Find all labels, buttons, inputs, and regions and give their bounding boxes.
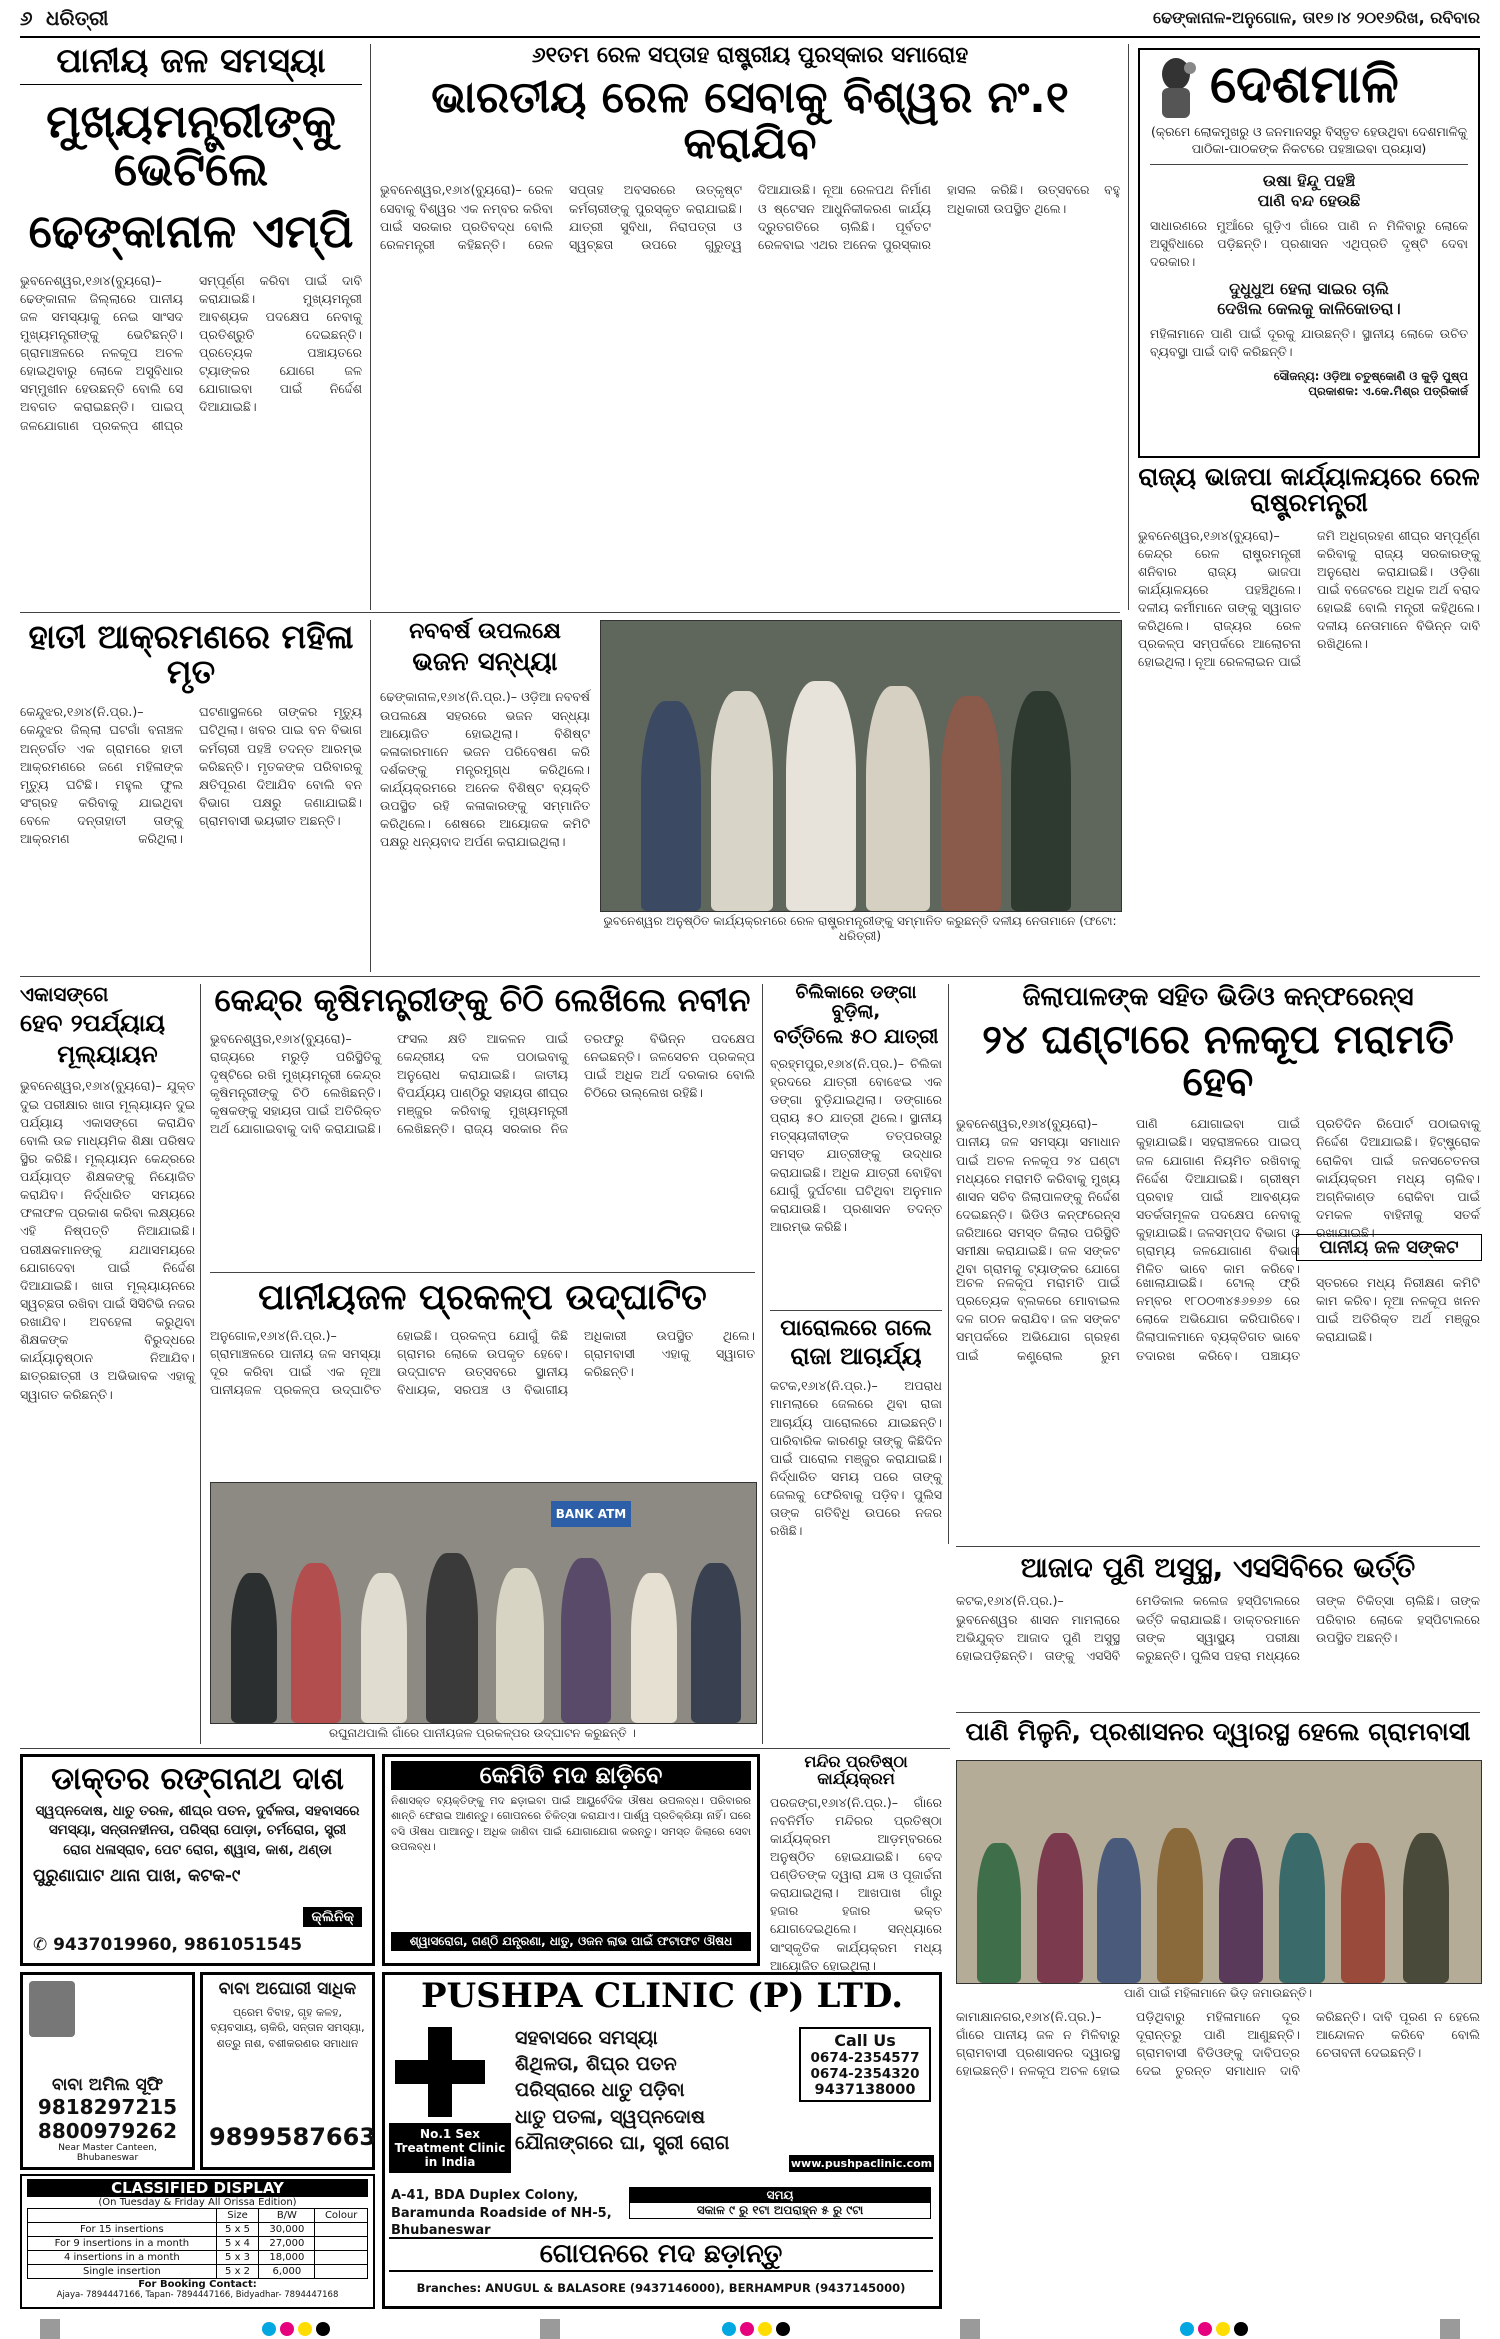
photo-person xyxy=(496,1568,544,1723)
photo-person xyxy=(691,1563,741,1723)
story-body: ବ୍ରହ୍ମପୁର,୧୬ା୪(ନି.ପ୍ର.)– ଚିଲିକା ହ୍ରଦରେ ଯାତ୍ରୀ ବୋଝେଇ ଏକ ଡଙ୍ଗା ବୁଡ଼ିଯାଇଥିଲା। ଡଙ୍ଗାରେ ପ୍ରାୟ ୫୦ ଯାତ୍ରୀ ଥିଲେ। ସ୍ଥାନୀୟ ମତ୍ସ୍ୟଜୀବୀଙ୍କ ତତ୍ପରତାରୁ ସମସ୍ତ ଯାତ୍ରୀଙ୍କୁ ଉଦ୍ଧାର କରାଯାଇଛି। ଅଧିକ ଯାତ୍ରୀ ବୋହିବା ଯୋଗୁଁ ଦୁର୍ଘଟଣା ଘଟିଥିବା ଅନୁମାନ କରାଯାଉଛି। ପ୍ରଶାସନ ତଦନ୍ତ ଆରମ୍ଭ କରିଛି। xyxy=(770,1055,942,1234)
table-cell xyxy=(315,2223,368,2237)
table-cell xyxy=(28,2209,217,2223)
deshamali-verse2: ଦୁଧୁଧୁଅ ହେଲା ସାଇର ଚାଲି ଦେଖିଲ କେଲକୁ କାଳିକୋତରା। xyxy=(1217,278,1401,318)
story-headline: ପାନୀୟଜଳ ପ୍ରକଳ୍ପ ଉଦ୍‌ଘାଟିତ xyxy=(210,1272,755,1317)
story-headline: ପାରୋଲରେ ଗଲେ xyxy=(770,1310,942,1340)
registration-dot-black xyxy=(1234,2322,1248,2336)
classified-subtitle: (On Tuesday & Friday All Orissa Edition) xyxy=(98,2197,297,2208)
story-body: ଭୁବନେଶ୍ୱର,୧୬ା୪(ବ୍ୟୁରୋ)– ପାନୀୟ ଜଳ ସମସ୍ୟା ସମାଧାନ ପାଇଁ ଅଚଳ ନଳକୂପ ୨୪ ଘଣ୍ଟା ମଧ୍ୟରେ ମରାମତି କରିବାକୁ ମୁଖ୍ୟ ଶାସନ ସଚିବ ଜିଲାପାଳଙ୍କୁ ନିର୍ଦ୍ଦେଶ ଦେଇଛନ୍ତି। ଭିଡିଓ କନ୍‌ଫରେନ୍ସ ଜରିଆରେ ସମସ୍ତ ଜିଲାର ପରିସ୍ଥିତି ସମୀକ୍ଷା କରାଯାଇଛି। ଜଳ ସଙ୍କଟ ଥିବା ଗ୍ରାମକୁ ଟ୍ୟାଙ୍କର ଯୋଗେ ପାଣି ଯୋଗାଇବା ପାଇଁ କୁହାଯାଇଛି। ସହରାଞ୍ଚଳରେ ପାଇପ୍ ଜଳ ଯୋଗାଣ ନିୟମିତ ରଖିବାକୁ ନିର୍ଦ୍ଦେଶ ଦିଆଯାଇଛି। ଗ୍ରୀଷ୍ମ ପ୍ରବାହ ପାଇଁ ଆବଶ୍ୟକ ସତର୍କତାମୂଳକ ପଦକ୍ଷେପ ନେବାକୁ କୁହାଯାଇଛି। ଜଳସମ୍ପଦ ବିଭାଗ ଓ ଗ୍ରାମ୍ୟ ଜଳଯୋଗାଣ ବିଭାଗ ମିଳିତ ଭାବେ କାମ କରିବେ। ପ୍ରତିଦିନ ରିପୋର୍ଟ ପଠାଇବାକୁ ନିର୍ଦ୍ଦେଶ ଦିଆଯାଇଛି। ହିଟ୍‌ଷ୍ଟ୍ରୋକ ରୋକିବା ପାଇଁ ଜନସଚେତନତା କାର୍ଯ୍ୟକ୍ରମ ମଧ୍ୟ ଚାଲିବ। ଅଗ୍ନିକାଣ୍ଡ ରୋକିବା ପାଇଁ ଦମକଳ ବାହିନୀକୁ ସତର୍କ ରଖାଯାଇଛି। xyxy=(956,1116,1480,1277)
table-cell: 5 x 5 xyxy=(216,2223,259,2237)
registration-dot-black xyxy=(776,2322,790,2336)
photo-person xyxy=(561,1558,611,1723)
ad-badge: No.1 Sex Treatment Clinic in India xyxy=(389,2123,511,2173)
table-row xyxy=(28,2251,368,2265)
registration-dot-cyan xyxy=(722,2322,736,2336)
photo-caption: ଭୁବନେଶ୍ୱର ଅନୁଷ୍ଠିତ କାର୍ଯ୍ୟକ୍ରମରେ ରେଳ ରାଷ୍ଟ୍ରମନ୍ତ୍ରୀଙ୍କୁ ସମ୍ମାନିତ କରୁଛନ୍ତି ଦଳୀୟ ନେତାମାନେ (ଫଟୋ: ଧରିତ୍ରୀ) xyxy=(603,914,1117,943)
ad-address: ପୁରୁଣାଘାଟ ଥାନା ପାଖ, କଟକ-୯ xyxy=(33,1866,241,1887)
photo-person xyxy=(1341,1843,1385,1983)
photo-person xyxy=(1279,1833,1325,1983)
ad-phone-number: 9437138000 xyxy=(814,2082,916,2098)
ad-phone-number: 9899587663 xyxy=(209,2123,376,2151)
ad-liquor xyxy=(382,1754,760,1966)
ad-timing-hours: ସକାଳ ୯ ରୁ ୧ଟା ଅପରାହ୍ନ ୫ ରୁ ୯ଟା xyxy=(696,2203,864,2217)
ad-service: ସହବାସରେ ସମସ୍ୟା xyxy=(515,2027,658,2049)
ad-timing xyxy=(629,2187,931,2219)
story-body: ଭୁବନେଶ୍ୱର,୧୬ା୪(ବ୍ୟୁରୋ)– ଯୁକ୍ତ ଦୁଇ ପରୀକ୍ଷାର ଖାତା ମୂଲ୍ୟାୟନ ଦୁଇ ପର୍ଯ୍ୟାୟ ଏକାସଙ୍ଗେ କରାଯିବ ବୋଲି ଉଚ୍ଚ ମାଧ୍ୟମିକ ଶିକ୍ଷା ପରିଷଦ ସ୍ଥିର କରିଛି। ମୂଲ୍ୟାୟନ କେନ୍ଦ୍ରରେ ପର୍ଯ୍ୟାପ୍ତ ଶିକ୍ଷକଙ୍କୁ ନିୟୋଜିତ କରାଯିବ। ନିର୍ଦ୍ଧାରିତ ସମୟରେ ଫଳାଫଳ ପ୍ରକାଶ କରିବା ଲକ୍ଷ୍ୟରେ ଏହି ନିଷ୍ପତ୍ତି ନିଆଯାଇଛି। ପରୀକ୍ଷକମାନଙ୍କୁ ଯଥାସମୟରେ ଯୋଗଦେବା ପାଇଁ ନିର୍ଦ୍ଦେଶ ଦିଆଯାଇଛି। ଖାତା ମୂଲ୍ୟାୟନରେ ସ୍ୱଚ୍ଛତା ରଖିବା ପାଇଁ ସିସିଟିଭି ନଜର ରଖାଯିବ। ଅବହେଳା କରୁଥିବା ଶିକ୍ଷକଙ୍କ ବିରୁଦ୍ଧରେ କାର୍ଯ୍ୟାନୁଷ୍ଠାନ ନିଆଯିବ। ଛାତ୍ରଛାତ୍ରୀ ଓ ଅଭିଭାବକ ଏହାକୁ ସ୍ୱାଗତ କରିଛନ୍ତି। xyxy=(20,1078,195,1402)
story-headline: ଭାରତୀୟ ରେଳ ସେବାକୁ ବିଶ୍ୱର ନଂ.୧ କରାଯିବ xyxy=(431,72,1069,170)
photo-person xyxy=(711,691,773,911)
print-mark xyxy=(960,2319,980,2339)
photo-village-women xyxy=(956,1760,1482,1984)
story-kicker: ଜିଲାପାଳଙ୍କ ସହିତ ଭିଡିଓ କନ୍‌ଫରେନ୍ସ xyxy=(1022,982,1414,1012)
photo-water-project xyxy=(210,1482,757,1724)
ad-phone xyxy=(33,1935,302,1955)
deshamali-body2: ମହିଳାମାନେ ପାଣି ପାଇଁ ଦୂରକୁ ଯାଉଛନ୍ତି। ସ୍ଥାନୀୟ ଲୋକେ ଉଚିତ ବ୍ୟବସ୍ଥା ପାଇଁ ଦାବି କରିଛନ୍ତି। xyxy=(1150,325,1468,360)
table-cell: 5 x 3 xyxy=(216,2251,259,2265)
story-tubewell xyxy=(956,984,1480,1544)
photo-person xyxy=(641,701,701,911)
table-row xyxy=(28,2265,368,2279)
story-headline: ପାଣି ମିଳୁନି, ପ୍ରଶାସନର ଦ୍ୱାରସ୍ଥ ହେଲେ ଗ୍ରାମବାସୀ xyxy=(956,1712,1480,1745)
story-body: କଟକ,୧୬ା୪(ନି.ପ୍ର.)– ଅପରାଧ ମାମଲାରେ ଜେଲରେ ଥିବା ରାଜା ଆଚାର୍ଯ୍ୟ ପାରୋଲରେ ଯାଇଛନ୍ତି। ପାରିବାରିକ କାରଣରୁ ତାଙ୍କୁ କିଛିଦିନ ପାଇଁ ପାରୋଲ ମଞ୍ଜୁର କରାଯାଇଛି। ନିର୍ଦ୍ଧାରିତ ସମୟ ପରେ ତାଙ୍କୁ ଜେଲକୁ ଫେରିବାକୁ ପଡ଼ିବ। ପୁଲିସ ତାଙ୍କ ଗତିବିଧି ଉପରେ ନଜର ରଖିଛି। xyxy=(770,1378,942,1539)
story-naveen-letter xyxy=(210,981,755,1274)
ad-title: ବାବା ଅଘୋରୀ ସାଧିକ xyxy=(218,1979,357,1999)
ad-service-list xyxy=(515,2025,795,2156)
photo-person xyxy=(291,1563,341,1723)
ad-clinic-label: କ୍ଲିନିକ୍ xyxy=(311,1909,354,1925)
ad-title: ଡାକ୍ତର ରଙ୍ଗନାଥ ଦାଶ xyxy=(51,1761,344,1797)
story-azad xyxy=(956,1546,1480,1706)
ad-footer: ଶ୍ୱାସରୋଗ, ଗଣ୍ଠି ଯନ୍ତ୍ରଣା, ଧାତୁ, ଓଜନ ଲାଭ ପାଇଁ ଫଟାଫଟ ଔଷଧ xyxy=(391,1932,751,1951)
photo-person xyxy=(1037,1833,1083,1983)
ad-service: ଯୌନାଙ୍ଗରେ ଘା, ସ୍ତ୍ରୀ ରୋଗ xyxy=(515,2131,730,2154)
story-evaluation xyxy=(20,984,195,1744)
deshamali-credit: ସୌଜନ୍ୟ: ଓଡ଼ିଆ ଚତୁଷ୍କୋଣି ଓ କୁଡ଼ି ପୁଷ୍ପ xyxy=(1273,369,1468,384)
story-kicker: ୬୧ତମ ରେଳ ସପ୍ତାହ ରାଷ୍ଟ୍ରୀୟ ପୁରସ୍କାର ସମାରୋହ xyxy=(531,43,969,68)
registration-dot-yellow xyxy=(298,2322,312,2336)
col-divider xyxy=(370,44,371,610)
row-rule xyxy=(20,976,1480,977)
medical-cross-icon xyxy=(395,2027,485,2117)
photo-person xyxy=(1403,1833,1449,1983)
story-temple xyxy=(770,1752,942,1973)
story-body: କାମାକ୍ଷାନଗର,୧୬ା୪(ନି.ପ୍ର.)– ଗାଁରେ ପାନୀୟ ଜଳ ନ ମିଳିବାରୁ ଗ୍ରାମବାସୀ ପ୍ରଶାସନର ଦ୍ୱାରସ୍ଥ ହୋଇଛନ୍ତି। ନଳକୂପ ଅଚଳ ହୋଇ ପଡ଼ିଥିବାରୁ ମହିଳାମାନେ ଦୂର ଦୂରାନ୍ତରୁ ପାଣି ଆଣୁଛନ୍ତି। ଗ୍ରାମବାସୀ ବିଡିଓଙ୍କୁ ଦାବିପତ୍ର ଦେଇ ତୁରନ୍ତ ସମାଧାନ ଦାବି କରିଛନ୍ତି। ଦାବି ପୂରଣ ନ ହେଲେ ଆନ୍ଦୋଳନ କରିବେ ବୋଲି ଚେତାବନୀ ଦେଇଛନ୍ତି। xyxy=(956,2009,1480,2079)
registration-dot-magenta xyxy=(280,2322,294,2336)
table-cell: For 15 insertions xyxy=(28,2223,217,2237)
classified-table xyxy=(27,2208,368,2279)
story-headline-line2: ରାଜା ଆଚାର୍ଯ୍ୟ xyxy=(790,1342,922,1371)
table-cell: 30,000 xyxy=(259,2223,315,2237)
story-bhajan xyxy=(380,620,590,972)
classified-contacts: Ajaya- 7894447166, Tapan- 7894447166, Bidyadhar- 7894447168 xyxy=(56,2290,339,2300)
table-cell: 5 x 4 xyxy=(216,2237,259,2251)
registration-dot-magenta xyxy=(740,2322,754,2336)
table-cell: 4 insertions in a month xyxy=(28,2251,217,2265)
story-body: ଭୁବନେଶ୍ୱର,୧୬ା୪(ବ୍ୟୁରୋ)– ରାଜ୍ୟରେ ମରୁଡ଼ି ପରିସ୍ଥିତିକୁ ଦୃଷ୍ଟିରେ ରଖି ମୁଖ୍ୟମନ୍ତ୍ରୀ କେନ୍ଦ୍ର କୃଷିମନ୍ତ୍ରୀଙ୍କୁ ଚିଠି ଲେଖିଛନ୍ତି। କୃଷକଙ୍କୁ ସହାୟତା ପାଇଁ ଅତିରିକ୍ତ ଅର୍ଥ ଯୋଗାଇବାକୁ ଦାବି କରାଯାଇଛି। ଫସଲ କ୍ଷତି ଆକଳନ ପାଇଁ କେନ୍ଦ୍ରୀୟ ଦଳ ପଠାଇବାକୁ ଅନୁରୋଧ କରାଯାଇଛି। ଜାତୀୟ ବିପର୍ଯ୍ୟୟ ପାଣ୍ଠିରୁ ସହାୟତା ଶୀଘ୍ର ମଞ୍ଜୁର କରିବାକୁ ମୁଖ୍ୟମନ୍ତ୍ରୀ ଲେଖିଛନ୍ତି। ରାଜ୍ୟ ସରକାର ନିଜ ତରଫରୁ ବିଭିନ୍ନ ପଦକ୍ଷେପ ନେଇଛନ୍ତି। ଜଳସେଚନ ପ୍ରକଳ୍ପ ପାଇଁ ଅଧିକ ଅର୍ଥ ଦରକାର ବୋଲି ଚିଠିରେ ଉଲ୍ଲେଖ ରହିଛି। xyxy=(210,1030,755,1137)
photo-caption: ରଘୁନାଥପାଲି ଗାଁରେ ପାନୀୟଜଳ ପ୍ରକଳ୍ପର ଉଦ୍‌ଘାଟନ କରୁଛନ୍ତି । xyxy=(329,1726,636,1740)
ad-branches: Branches: ANUGUL & BALASORE (9437146000), BERHAMPUR (9437145000) xyxy=(416,2281,906,2295)
story-body: ଅନୁଗୋଳ,୧୬ା୪(ନି.ପ୍ର.)– ଗ୍ରାମାଞ୍ଚଳରେ ପାନୀୟ ଜଳ ସମସ୍ୟା ଦୂର କରିବା ପାଇଁ ଏକ ନୂଆ ପାନୀୟଜଳ ପ୍ରକଳ୍ପ ଉଦ୍‌ଘାଟିତ ହୋଇଛି। ପ୍ରକଳ୍ପ ଯୋଗୁଁ କିଛି ଗ୍ରାମର ଲୋକେ ଉପକୃତ ହେବେ। ଉଦ୍‌ଘାଟନ ଉତ୍ସବରେ ସ୍ଥାନୀୟ ବିଧାୟକ, ସରପଞ୍ଚ ଓ ବିଭାଗୀୟ ଅଧିକାରୀ ଉପସ୍ଥିତ ଥିଲେ। ଗ୍ରାମବାସୀ ଏହାକୁ ସ୍ୱାଗତ କରିଛନ୍ତି। xyxy=(210,1327,755,1398)
registration-dot-yellow xyxy=(1216,2322,1230,2336)
ad-title: କେମିତି ମଦ ଛାଡ଼ିବେ xyxy=(391,1761,751,1790)
story-cm-water xyxy=(20,41,362,610)
header-rule xyxy=(20,36,1480,38)
classified-booking: For Booking Contact: xyxy=(138,2279,257,2290)
bank-atm-label: BANK ATM xyxy=(555,1507,627,1521)
table-header: B/W xyxy=(259,2209,315,2223)
ad-description: ସ୍ୱପ୍ନଦୋଷ, ଧାତୁ ତରଳ, ଶୀଘ୍ର ପତନ, ଦୁର୍ବଳତା, ସହବାସରେ ସମସ୍ୟା, ସନ୍ତାନହୀନତା, ପରିସ୍ରା ପୋଡ଼ା, ଚର୍ମରୋଗ, ସ୍ତ୍ରୀ ରୋଗ ଧଳାସ୍ରାବ, ପେଟ ରୋଗ, ଶ୍ୱାସ, କାଶ, ଥଣ୍ଡା xyxy=(35,1802,360,1858)
row-rule xyxy=(20,612,1120,613)
photo-person xyxy=(631,1573,677,1723)
deshamali-icon xyxy=(1150,56,1202,120)
table-cell xyxy=(315,2265,368,2279)
page-header xyxy=(20,0,1480,36)
bank-atm-sign xyxy=(551,1501,631,1527)
photo-person xyxy=(1157,1828,1203,1983)
story-body: ଭୁବନେଶ୍ୱର,୧୬ା୪(ବ୍ୟୁରୋ)– କେନ୍ଦ୍ର ରେଳ ରାଷ୍ଟ୍ରମନ୍ତ୍ରୀ ଶନିବାର ରାଜ୍ୟ ଭାଜପା କାର୍ଯ୍ୟାଳୟରେ ପହଞ୍ଚିଥିଲେ। ଦଳୀୟ କର୍ମୀମାନେ ତାଙ୍କୁ ସ୍ୱାଗତ କରିଥିଲେ। ରାଜ୍ୟର ରେଳ ପ୍ରକଳ୍ପ ସମ୍ପର୍କରେ ଆଲୋଚନା ହୋଇଥିଲା। ନୂଆ ରେଳଲାଇନ ପାଇଁ ଜମି ଅଧିଗ୍ରହଣ ଶୀଘ୍ର ସମ୍ପୂର୍ଣ୍ଣ କରିବାକୁ ରାଜ୍ୟ ସରକାରଙ୍କୁ ଅନୁରୋଧ କରାଯାଇଛି। ଓଡ଼ିଶା ପାଇଁ ବଜେଟରେ ଅଧିକ ଅର୍ଥ ବରାଦ ହୋଇଛି ବୋଲି ମନ୍ତ୍ରୀ କହିଥିଲେ। ଦଳୀୟ ନେତାମାନେ ବିଭିନ୍ନ ଦାବି ରଖିଥିଲେ। xyxy=(1138,527,1480,670)
box-rule xyxy=(1150,164,1468,165)
photo-caption: ପାଣି ପାଇଁ ମହିଳାମାନେ ଭିଡ଼ ଜମାଉଛନ୍ତି। xyxy=(1123,1986,1313,2000)
print-mark xyxy=(1440,2319,1460,2339)
ad-baba xyxy=(200,1972,375,2170)
print-mark xyxy=(40,2319,60,2339)
story-headline: ଆଜାଦ ପୁଣି ଅସୁସ୍ଥ, ଏସସିବିରେ ଭର୍ତ୍ତି xyxy=(956,1546,1480,1582)
story-water-project xyxy=(210,1272,755,1482)
ad-phone-number: 9818297215 xyxy=(37,2095,178,2119)
col-divider xyxy=(370,620,371,972)
deshamali-title: ଦେଶମାଳି xyxy=(1210,55,1399,115)
edition-date: ଢେଙ୍କାନାଳ-ଅନୁଗୋଳ, ତା୧୭।୪ ୨୦୧୬ରିଖ, ରବିବାର xyxy=(1153,8,1480,27)
story-body: ପରଜଙ୍ଗ,୧୬ା୪(ନି.ପ୍ର.)– ଗାଁରେ ନବନିର୍ମିତ ମନ୍ଦିରର ପ୍ରତିଷ୍ଠା କାର୍ଯ୍ୟକ୍ରମ ଆଡ଼ମ୍ବରରେ ଅନୁଷ୍ଠିତ ହୋଇଯାଇଛି। ବେଦ ପଣ୍ଡିତଙ୍କ ଦ୍ୱାରା ଯଜ୍ଞ ଓ ପୂଜାର୍ଚ୍ଚନା କରାଯାଇଥିଲା। ଆଖପାଖ ଗାଁରୁ ହଜାର ହଜାର ଭକ୍ତ ଯୋଗଦେଇଥିଲେ। ସନ୍ଧ୍ୟାରେ ସାଂସ୍କୃତିକ କାର୍ଯ୍ୟକ୍ରମ ମଧ୍ୟ ଆୟୋଜିତ ହୋଇଥିଲା। xyxy=(770,1794,942,1973)
paper-name: ଧରିତ୍ରୀ xyxy=(46,6,109,30)
ad-phone-number: 9437019960, 9861051545 xyxy=(53,1935,303,1955)
story-headline-line2: ଢେଙ୍କାନାଳ ଏମ୍‌ପି xyxy=(28,204,354,259)
story-railway xyxy=(380,44,1120,610)
table-cell xyxy=(315,2237,368,2251)
ad-title: ବାବା ଅମିଲ ସୂଫି xyxy=(51,2075,164,2095)
table-header: Colour xyxy=(315,2209,368,2223)
story-bjp-office xyxy=(1138,464,1480,928)
ad-doctor xyxy=(20,1754,375,1966)
print-mark xyxy=(540,2319,560,2339)
story-headline: ମୁଖ୍ୟମନ୍ତ୍ରୀଙ୍କୁ ଭେଟିଲେ xyxy=(46,93,336,196)
photo-person xyxy=(1219,1838,1263,1983)
story-headline: ହେବ ୨ପର୍ଯ୍ୟାୟ xyxy=(20,1009,166,1037)
photo-person xyxy=(1097,1838,1141,1983)
story-no-water xyxy=(956,1712,1480,2312)
phone-icon: ✆ xyxy=(33,1935,54,1955)
deshamali-body1: ସାଧାରଣରେ ମୁଆଁରେ ଗୁଡ଼ିଏ ଗାଁରେ ପାଣି ନ ମିଳିବାରୁ ଲୋକେ ଅସୁବିଧାରେ ପଡ଼ିଛନ୍ତି। ପ୍ରଶାସନ ଏଥିପ୍ରତି ଦୃଷ୍ଟି ଦେବା ଦରକାର। xyxy=(1150,217,1468,269)
classified-title: CLASSIFIED DISPLAY xyxy=(27,2179,368,2197)
photo-minister-group xyxy=(600,620,1122,912)
photo-person xyxy=(941,696,1001,911)
ad-title: PUSHPA CLINIC (P) LTD. xyxy=(420,1976,904,2016)
table-cell: 5 x 2 xyxy=(216,2265,259,2279)
story-body: କେନ୍ଦୁଝର,୧୬ା୪(ନି.ପ୍ର.)– କେନ୍ଦୁଝର ଜିଲ୍ଲା ଘଟଗାଁ ବନାଞ୍ଚଳ ଅନ୍ତର୍ଗତ ଏକ ଗ୍ରାମରେ ହାତୀ ଆକ୍ରମଣରେ ଜଣେ ମହିଳାଙ୍କ ମୃତ୍ୟୁ ଘଟିଛି। ମହୁଲ ଫୁଲ ସଂଗ୍ରହ କରିବାକୁ ଯାଇଥିବା ବେଳେ ଦନ୍ତାହାତୀ ତାଙ୍କୁ ଆକ୍ରମଣ କରିଥିଲା। ଘଟଣାସ୍ଥଳରେ ତାଙ୍କର ମୃତ୍ୟୁ ଘଟିଥିଲା। ଖବର ପାଇ ବନ ବିଭାଗ କର୍ମଚାରୀ ପହଞ୍ଚି ତଦନ୍ତ ଆରମ୍ଭ କରିଛନ୍ତି। ମୃତକଙ୍କ ପରିବାରକୁ କ୍ଷତିପୂରଣ ଦିଆଯିବ ବୋଲି ବନ ବିଭାଗ ପକ୍ଷରୁ ଜଣାଯାଇଛି। ଗ୍ରାମବାସୀ ଭୟଭୀତ ଅଛନ୍ତି। xyxy=(20,704,362,847)
row-rule xyxy=(20,1748,950,1749)
ad-website: www.pushpaclinic.com xyxy=(790,2157,933,2170)
ad-timing-title: ସମୟ xyxy=(630,2188,930,2203)
story-headline: ନବବର୍ଷ ଉପଲକ୍ଷେ xyxy=(409,619,561,644)
photo-person xyxy=(426,1553,478,1723)
deshamali-box xyxy=(1138,48,1480,458)
table-cell: For 9 insertions in a month xyxy=(28,2237,217,2251)
registration-dot-magenta xyxy=(1198,2322,1212,2336)
table-cell: 18,000 xyxy=(259,2251,315,2265)
registration-dot-yellow xyxy=(758,2322,772,2336)
ad-phone-number-2: 8800979262 xyxy=(37,2119,178,2143)
story-body: ଭୁବନେଶ୍ୱର,୧୬ା୪(ବ୍ୟୁରୋ)– ରେଳ ସେବାକୁ ବିଶ୍ୱର ଏକ ନମ୍ବର କରିବା ପାଇଁ ସରକାର ପ୍ରତିବଦ୍ଧ ବୋଲି ରେଳମନ୍ତ୍ରୀ କହିଛନ୍ତି। ରେଳ ସପ୍ତାହ ଅବସରରେ ଉତ୍କୃଷ୍ଟ କର୍ମଚାରୀଙ୍କୁ ପୁରସ୍କୃତ କରାଯାଇଛି। ଯାତ୍ରୀ ସୁବିଧା, ନିରାପତ୍ତା ଓ ସ୍ୱଚ୍ଛତା ଉପରେ ଗୁରୁତ୍ୱ ଦିଆଯାଉଛି। ନୂଆ ରେଳପଥ ନିର୍ମାଣ ଓ ଷ୍ଟେସନ ଆଧୁନିକୀକରଣ କାର୍ଯ୍ୟ ଦ୍ରୁତଗତିରେ ଚାଲିଛି। ପୂର୍ବତଟ ରେଳବାଇ ଏଥର ଅନେକ ପୁରସ୍କାର ହାସଲ କରିଛି। ଉତ୍ସବରେ ବହୁ ଅଧିକାରୀ ଉପସ୍ଥିତ ଥିଲେ। xyxy=(380,182,1120,252)
photo-person xyxy=(361,1573,407,1723)
story-headline-line2: ଭଜନ ସନ୍ଧ୍ୟା xyxy=(412,647,558,678)
col-divider xyxy=(1128,44,1129,610)
registration-dot-black xyxy=(316,2322,330,2336)
table-header: Size xyxy=(216,2209,259,2223)
story-headline: ମନ୍ଦିର ପ୍ରତିଷ୍ଠା କାର୍ଯ୍ୟକ୍ରମ xyxy=(804,1752,908,1788)
story-body: ଢେଙ୍କାନାଳ,୧୬ା୪(ନି.ପ୍ର.)– ଓଡ଼ିଆ ନବବର୍ଷ ଉପଲକ୍ଷେ ସହରରେ ଭଜନ ସନ୍ଧ୍ୟା ଆୟୋଜିତ ହୋଇଥିଲା। ବିଶିଷ୍ଟ କଳାକାରମାନେ ଭଜନ ପରିବେଷଣ କରି ଦର୍ଶକଙ୍କୁ ମନ୍ତ୍ରମୁଗ୍ଧ କରିଥିଲେ। କାର୍ଯ୍ୟକ୍ରମରେ ଅନେକ ବିଶିଷ୍ଟ ବ୍ୟକ୍ତି ଉପସ୍ଥିତ ରହି କଳାକାରଙ୍କୁ ସମ୍ମାନିତ କରିଥିଲେ। ଶେଷରେ ଆୟୋଜକ କମିଟି ପକ୍ଷରୁ ଧନ୍ୟବାଦ ଅର୍ପଣ କରାଯାଇଥିଲା। xyxy=(380,689,590,850)
ad-classified xyxy=(20,2174,375,2309)
deshamali-publisher: ପ୍ରକାଶକ: ଏ.କେ.ମିଶ୍ର ପତ୍ରିକାର୍ଜ xyxy=(1308,384,1468,399)
ad-call-box xyxy=(799,2027,931,2102)
ad-body: ନିଶାସକ୍ତ ବ୍ୟକ୍ତିଙ୍କୁ ମଦ ଛଡ଼ାଇବା ପାଇଁ ଆୟୁର୍ବେଦିକ ଔଷଧ ଉପଲବ୍ଧ। ପରିବାରର ଶାନ୍ତି ଫେରାଇ ଆଣନ୍ତୁ। ଗୋପନରେ ଚିକିତ୍ସା କରାଯାଏ। ପାର୍ଶ୍ୱ ପ୍ରତିକ୍ରିୟା ନାହିଁ। ଘରେ ବସି ଔଷଧ ପାଆନ୍ତୁ। ଅଧିକ ଜାଣିବା ପାଇଁ ଯୋଗାଯୋଗ କରନ୍ତୁ। ସମସ୍ତ ଜିଲାରେ ସେବା ଉପଲବ୍ଧ। xyxy=(391,1795,751,1853)
story-body: କଟକ,୧୬ା୪(ନି.ପ୍ର.)– ଭୁବନେଶ୍ୱର ଶାସନ ମାମଲାରେ ଅଭିଯୁକ୍ତ ଆଜାଦ ପୁଣି ଅସୁସ୍ଥ ହୋଇପଡ଼ିଛନ୍ତି। ତାଙ୍କୁ ଏସସିବି ମେଡିକାଲ କଲେଜ ହସ୍ପିଟାଲରେ ଭର୍ତ୍ତି କରାଯାଇଛି। ଡାକ୍ତରମାନେ ତାଙ୍କ ସ୍ୱାସ୍ଥ୍ୟ ପରୀକ୍ଷା କରୁଛନ୍ତି। ପୁଲିସ ପହରା ମଧ୍ୟରେ ତାଙ୍କ ଚିକିତ୍ସା ଚାଲିଛି। ତାଙ୍କ ପରିବାର ଲୋକେ ହସ୍ପିଟାଲରେ ଉପସ୍ଥିତ ଅଛନ୍ତି। xyxy=(956,1593,1480,1663)
col-divider xyxy=(762,984,763,1744)
ad-phone-number: 0674-2354320 xyxy=(810,2066,920,2082)
story-body: ଭୁବନେଶ୍ୱର,୧୬ା୪(ବ୍ୟୁରୋ)– ଢେଙ୍କାନାଳ ଜିଲ୍ଲାରେ ପାନୀୟ ଜଳ ସମସ୍ୟାକୁ ନେଇ ସାଂସଦ ମୁଖ୍ୟମନ୍ତ୍ରୀଙ୍କୁ ଭେଟିଛନ୍ତି। ଗ୍ରାମାଞ୍ଚଳରେ ନଳକୂପ ଅଚଳ ହୋଇଥିବାରୁ ଲୋକେ ଅସୁବିଧାର ସମ୍ମୁଖୀନ ହେଉଛନ୍ତି ବୋଲି ସେ ଅବଗତ କରାଇଛନ୍ତି। ପାଇପ୍ ଜଳଯୋଗାଣ ପ୍ରକଳ୍ପ ଶୀଘ୍ର ସମ୍ପୂର୍ଣ୍ଣ କରିବା ପାଇଁ ଦାବି କରାଯାଇଛି। ମୁଖ୍ୟମନ୍ତ୍ରୀ ଆବଶ୍ୟକ ପଦକ୍ଷେପ ନେବାକୁ ପ୍ରତିଶ୍ରୁତି ଦେଇଛନ୍ତି। ପ୍ରତ୍ୟେକ ପଞ୍ଚାୟତରେ ଟ୍ୟାଙ୍କର ଯୋଗେ ଜଳ ଯୋଗାଇବା ପାଇଁ ନିର୍ଦ୍ଦେଶ ଦିଆଯାଇଛି। xyxy=(20,272,362,433)
registration-dot-cyan xyxy=(1180,2322,1194,2336)
story-headline: ୨୪ ଘଣ୍ଟାରେ ନଳକୂପ ମରାମତି ହେବ xyxy=(982,1017,1454,1106)
ad-call-label: Call Us xyxy=(834,2031,896,2050)
story-headline: କେନ୍ଦ୍ର କୃଷିମନ୍ତ୍ରୀଙ୍କୁ ଚିଠି ଲେଖିଲେ ନବୀନ xyxy=(214,981,751,1019)
story-headline: ହାତୀ ଆକ୍ରମଣରେ ମହିଳା ମୃତ xyxy=(28,617,354,691)
story-kicker: ଏକାସଙ୍ଗେ xyxy=(20,982,109,1006)
photo-person xyxy=(866,686,930,911)
page-number: ୬ xyxy=(20,6,33,30)
deshamali-verse1: ଉଷା ହିନ୍ଦୁ ପହଞ୍ଚି ପାଣି ବନ୍ଦ ହେଉଛି xyxy=(1257,170,1361,210)
story-parole xyxy=(770,1310,942,1690)
avatar xyxy=(29,1981,75,2037)
table-row xyxy=(28,2237,368,2251)
ad-service: ଶିଥିଳତା, ଶିଘ୍ର ପତନ xyxy=(515,2053,677,2076)
ad-phone-number: 0674-2354577 xyxy=(810,2050,920,2066)
story-headline-line2: ମୂଲ୍ୟାୟନ xyxy=(57,1040,158,1069)
ad-service: ପରିସ୍ରାରେ ଧାତୁ ପଡ଼ିବା xyxy=(515,2079,685,2102)
table-cell xyxy=(315,2251,368,2265)
story-chilika-boat xyxy=(770,984,942,1304)
ad-service: ଧାତୁ ପତଳା, ସ୍ୱପ୍ନଦୋଷ xyxy=(515,2105,706,2128)
story-elephant xyxy=(20,617,362,972)
photo-person xyxy=(1011,691,1071,911)
table-cell: 6,000 xyxy=(259,2265,315,2279)
ad-body: ପ୍ରେମ ବିବାହ, ଗୃହ କଳହ, ବ୍ୟବସାୟ, ଚାକିରି, ସନ୍ତାନ ସମସ୍ୟା, ଶତ୍ରୁ ନାଶ, ବଶୀକରଣର ସମାଧାନ xyxy=(210,2006,365,2050)
table-cell: Single insertion xyxy=(28,2265,217,2279)
story-headline: ରାଜ୍ୟ ଭାଜପା କାର୍ଯ୍ୟାଳୟରେ ରେଳ ରାଷ୍ଟ୍ରମନ୍ତ୍ରୀ xyxy=(1138,462,1480,518)
photo-person xyxy=(231,1573,277,1723)
table-cell: 27,000 xyxy=(259,2237,315,2251)
ad-astro xyxy=(20,1972,195,2170)
story-headline: ଚିଲିକାରେ ଡଙ୍ଗା ବୁଡ଼ିଲା, xyxy=(795,982,917,1022)
deshamali-intro: (କ୍ରମେ ଲୋକମୁଖରୁ ଓ ଜନମାନସରୁ ବିସ୍ତୃତ ହେଉଥିବା ଦେଶମାଳିକୁ ପାଠିକା-ପାଠକଙ୍କ ନିକଟରେ ପହଞ୍ଚାଇବା ପ୍ରୟାସ) xyxy=(1151,123,1467,157)
col-divider xyxy=(948,984,949,1544)
story-body-cont: ଅଚଳ ନଳକୂପ ମରାମତି ପାଇଁ ପ୍ରତ୍ୟେକ ବ୍ଲକରେ ମୋବାଇଲ ଦଳ ଗଠନ କରାଯିବ। ଜଳ ସଙ୍କଟ ସମ୍ପର୍କରେ ଅଭିଯୋଗ ଗ୍ରହଣ ପାଇଁ କଣ୍ଟ୍ରୋଲ ରୁମ ଖୋଲାଯାଇଛି। ଟୋଲ୍ ଫ୍ରି ନମ୍ବର ୧୮୦୦୩୪୫୬୭୬୭ ରେ ଲୋକେ ଅଭିଯୋଗ କରିପାରିବେ। ଜିଲାପାଳମାନେ ବ୍ୟକ୍ତିଗତ ଭାବେ ତଦାରଖ କରିବେ। ପଞ୍ଚାୟତ ସ୍ତରରେ ମଧ୍ୟ ନିରୀକ୍ଷଣ କମିଟି କାମ କରିବ। ନୂଆ ନଳକୂପ ଖନନ ପାଇଁ ଅତିରିକ୍ତ ଅର୍ଥ ମଞ୍ଜୁର କରାଯାଇଛି। xyxy=(956,1275,1480,1363)
ad-pushpa-clinic xyxy=(382,1972,942,2309)
table-row xyxy=(28,2223,368,2237)
story-headline-line2: ବର୍ତ୍ତିଲେ ୫୦ ଯାତ୍ରୀ xyxy=(773,1023,939,1048)
story-kicker: ପାନୀୟ ଜଳ ସମସ୍ୟା xyxy=(20,44,362,85)
ad-clinic-badge xyxy=(303,1907,362,1927)
photo-person xyxy=(977,1843,1021,1983)
story-subhead: ପାନୀୟ ଜଳ ସଙ୍କଟ xyxy=(1296,1234,1482,1261)
col-divider xyxy=(200,984,201,1744)
photo-person xyxy=(786,681,856,911)
ad-address: Near Master Canteen, Bhubaneswar xyxy=(58,2143,157,2163)
ad-slogan: ଗୋପନରେ ମଦ ଛଡ଼ାନ୍ତୁ xyxy=(389,2237,933,2272)
ad-address: A-41, BDA Duplex Colony, Baramunda Roadside of NH-5, Bhubaneswar xyxy=(391,2188,612,2239)
table-row xyxy=(28,2209,368,2223)
registration-dot-cyan xyxy=(262,2322,276,2336)
